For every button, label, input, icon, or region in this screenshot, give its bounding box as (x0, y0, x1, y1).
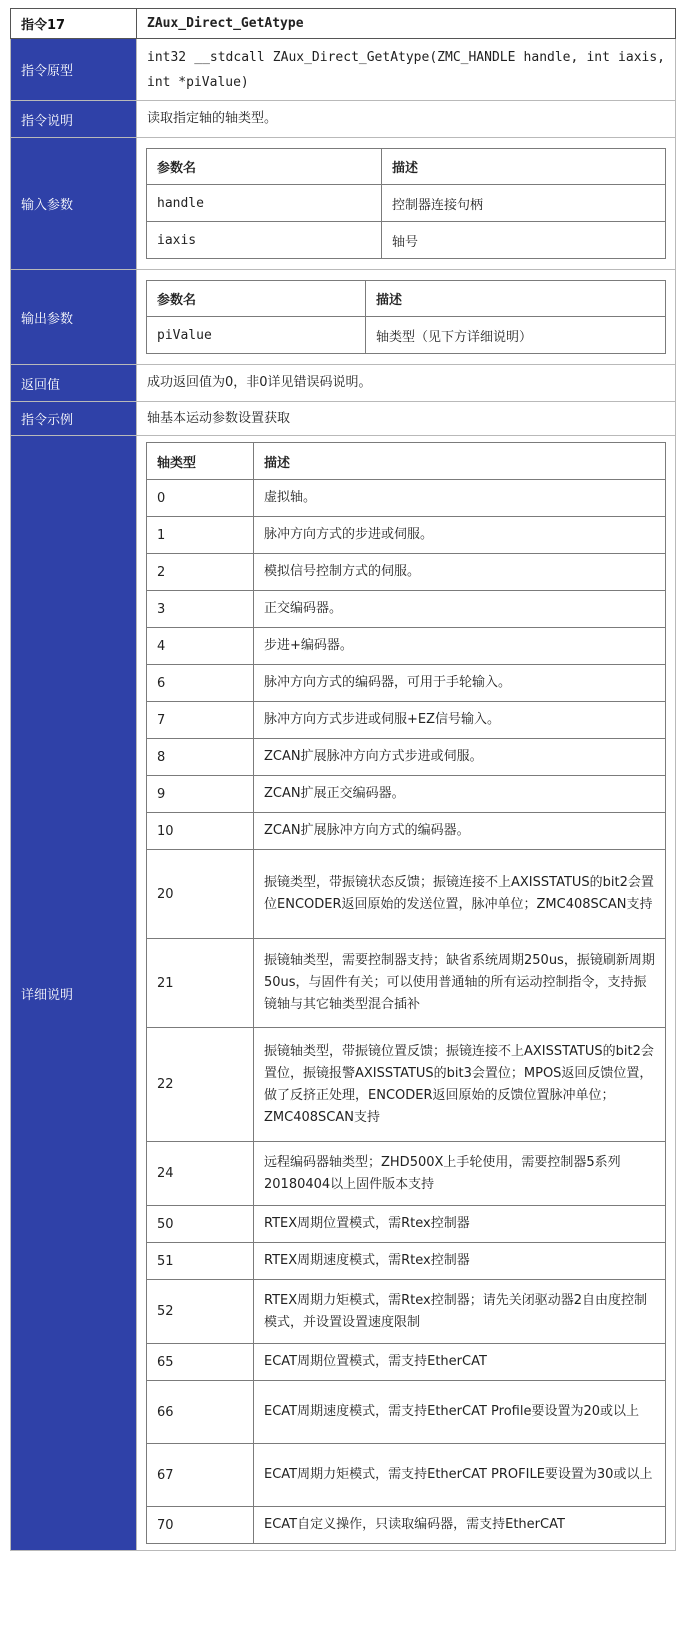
param-name: handle (147, 185, 382, 222)
example-link[interactable]: 轴基本运动参数设置获取 (137, 402, 676, 436)
table-row (147, 480, 666, 517)
example-row (11, 402, 676, 436)
axis-type-desc: ZCAN扩展脉冲方向方式的编码器。 (254, 813, 666, 850)
table-row (147, 1381, 666, 1444)
axis-type-desc: ECAT周期位置模式，需支持EtherCAT (254, 1344, 666, 1381)
axis-type-desc: 脉冲方向方式的编码器，可用于手轮输入。 (254, 665, 666, 702)
table-row (147, 813, 666, 850)
output-head-desc: 描述 (366, 281, 666, 317)
param-name: iaxis (147, 222, 382, 259)
output-cell (137, 270, 676, 365)
output-label: 输出参数 (11, 270, 137, 365)
axis-type-header (147, 443, 666, 480)
axis-type-code: 9 (147, 776, 254, 813)
input-label: 输入参数 (11, 138, 137, 270)
axis-type-desc: 振镜轴类型，需要控制器支持；缺省系统周期250us，振镜刷新周期50us，与固件有关；可以使用普通轴的所有运动控制指令，支持振镜轴与其它轴类型混合插补 (254, 939, 666, 1028)
detail-label: 详细说明 (11, 436, 137, 1551)
input-head-desc: 描述 (382, 149, 666, 185)
detail-cell (137, 436, 676, 1551)
axis-type-code: 0 (147, 480, 254, 517)
table-row (147, 702, 666, 739)
axis-type-code: 10 (147, 813, 254, 850)
table-row (147, 739, 666, 776)
axis-type-desc: RTEX周期力矩模式，需Rtex控制器；请先关闭驱动器2自由度控制模式，并设置设置速度限制 (254, 1280, 666, 1344)
axis-type-code: 21 (147, 939, 254, 1028)
axis-type-code: 8 (147, 739, 254, 776)
table-row (147, 1142, 666, 1206)
prototype-label: 指令原型 (11, 39, 137, 101)
header-label: 指令17 (11, 9, 137, 39)
axis-type-code: 24 (147, 1142, 254, 1206)
table-row (147, 1243, 666, 1280)
prototype-text: int32 __stdcall ZAux_Direct_GetAtype(ZMC_HANDLE handle, int iaxis, int *piValue) (137, 39, 676, 101)
axis-type-desc: 虚拟轴。 (254, 480, 666, 517)
axis-type-desc: RTEX周期速度模式，需Rtex控制器 (254, 1243, 666, 1280)
table-row (147, 554, 666, 591)
axis-type-code: 66 (147, 1381, 254, 1444)
axis-type-code: 7 (147, 702, 254, 739)
axis-type-head-code: 轴类型 (147, 443, 254, 480)
axis-type-code: 2 (147, 554, 254, 591)
table-row (147, 1444, 666, 1507)
prototype-row (11, 39, 676, 101)
axis-type-desc: 远程编码器轴类型；ZHD500X上手轮使用，需要控制器5系列20180404以上固件版本支持 (254, 1142, 666, 1206)
axis-type-code: 52 (147, 1280, 254, 1344)
axis-type-desc: 振镜轴类型，带振镜位置反馈；振镜连接不上AXISSTATUS的bit2会置位，振镜报警AXISSTATUS的bit3会置位；MPOS返回反馈位置，做了反挤正处理，ENCODER返回原始的反馈位置脉冲单位；ZMC408SCAN支持 (254, 1028, 666, 1142)
axis-type-code: 50 (147, 1206, 254, 1243)
table-row (147, 591, 666, 628)
table-row (147, 1028, 666, 1142)
axis-type-table (146, 442, 666, 1544)
description-label: 指令说明 (11, 101, 137, 138)
input-params-table (146, 148, 666, 259)
description-text: 读取指定轴的轴类型。 (137, 101, 676, 138)
axis-type-code: 67 (147, 1444, 254, 1507)
axis-type-desc: 正交编码器。 (254, 591, 666, 628)
table-row (147, 1344, 666, 1381)
function-name: ZAux_Direct_GetAtype (137, 9, 676, 39)
axis-type-code: 4 (147, 628, 254, 665)
axis-type-desc: 脉冲方向方式的步进或伺服。 (254, 517, 666, 554)
output-param-row (147, 317, 666, 354)
table-row (147, 850, 666, 939)
table-row (147, 776, 666, 813)
description-row (11, 101, 676, 138)
axis-type-desc: 振镜类型，带振镜状态反馈；振镜连接不上AXISSTATUS的bit2会置位ENCODER返回原始的发送位置，脉冲单位；ZMC408SCAN支持 (254, 850, 666, 939)
input-param-row (147, 222, 666, 259)
input-cell (137, 138, 676, 270)
axis-type-desc: ECAT自定义操作，只读取编码器，需支持EtherCAT (254, 1507, 666, 1544)
axis-type-desc: ECAT周期速度模式，需支持EtherCAT Profile要设置为20或以上 (254, 1381, 666, 1444)
axis-type-rows (147, 480, 666, 1544)
table-row (147, 939, 666, 1028)
table-row (147, 1507, 666, 1544)
axis-type-code: 51 (147, 1243, 254, 1280)
table-row (147, 517, 666, 554)
axis-type-desc: RTEX周期位置模式，需Rtex控制器 (254, 1206, 666, 1243)
param-name: piValue (147, 317, 366, 354)
output-header (147, 281, 666, 317)
table-row (147, 665, 666, 702)
axis-type-desc: 模拟信号控制方式的伺服。 (254, 554, 666, 591)
input-header (147, 149, 666, 185)
axis-type-code: 20 (147, 850, 254, 939)
input-row (11, 138, 676, 270)
axis-type-code: 1 (147, 517, 254, 554)
table-row (147, 1280, 666, 1344)
axis-type-code: 3 (147, 591, 254, 628)
table-row (147, 1206, 666, 1243)
axis-type-code: 65 (147, 1344, 254, 1381)
axis-type-desc: ECAT周期力矩模式，需支持EtherCAT PROFILE要设置为30或以上 (254, 1444, 666, 1507)
input-head-name: 参数名 (147, 149, 382, 185)
return-text: 成功返回值为0，非0详见错误码说明。 (137, 365, 676, 402)
return-row (11, 365, 676, 402)
header-row (11, 9, 676, 39)
axis-type-desc: ZCAN扩展脉冲方向方式步进或伺服。 (254, 739, 666, 776)
axis-type-code: 6 (147, 665, 254, 702)
api-spec-table (10, 8, 676, 1551)
param-desc: 轴号 (382, 222, 666, 259)
axis-type-code: 22 (147, 1028, 254, 1142)
param-desc: 控制器连接句柄 (382, 185, 666, 222)
detail-row (11, 436, 676, 1551)
input-param-row (147, 185, 666, 222)
axis-type-head-desc: 描述 (254, 443, 666, 480)
document (10, 8, 676, 1551)
axis-type-desc: ZCAN扩展正交编码器。 (254, 776, 666, 813)
output-row (11, 270, 676, 365)
axis-type-desc: 脉冲方向方式步进或伺服+EZ信号输入。 (254, 702, 666, 739)
output-params-table (146, 280, 666, 354)
output-head-name: 参数名 (147, 281, 366, 317)
axis-type-code: 70 (147, 1507, 254, 1544)
example-label: 指令示例 (11, 402, 137, 436)
axis-type-desc: 步进+编码器。 (254, 628, 666, 665)
param-desc: 轴类型（见下方详细说明） (366, 317, 666, 354)
table-row (147, 628, 666, 665)
return-label: 返回值 (11, 365, 137, 402)
